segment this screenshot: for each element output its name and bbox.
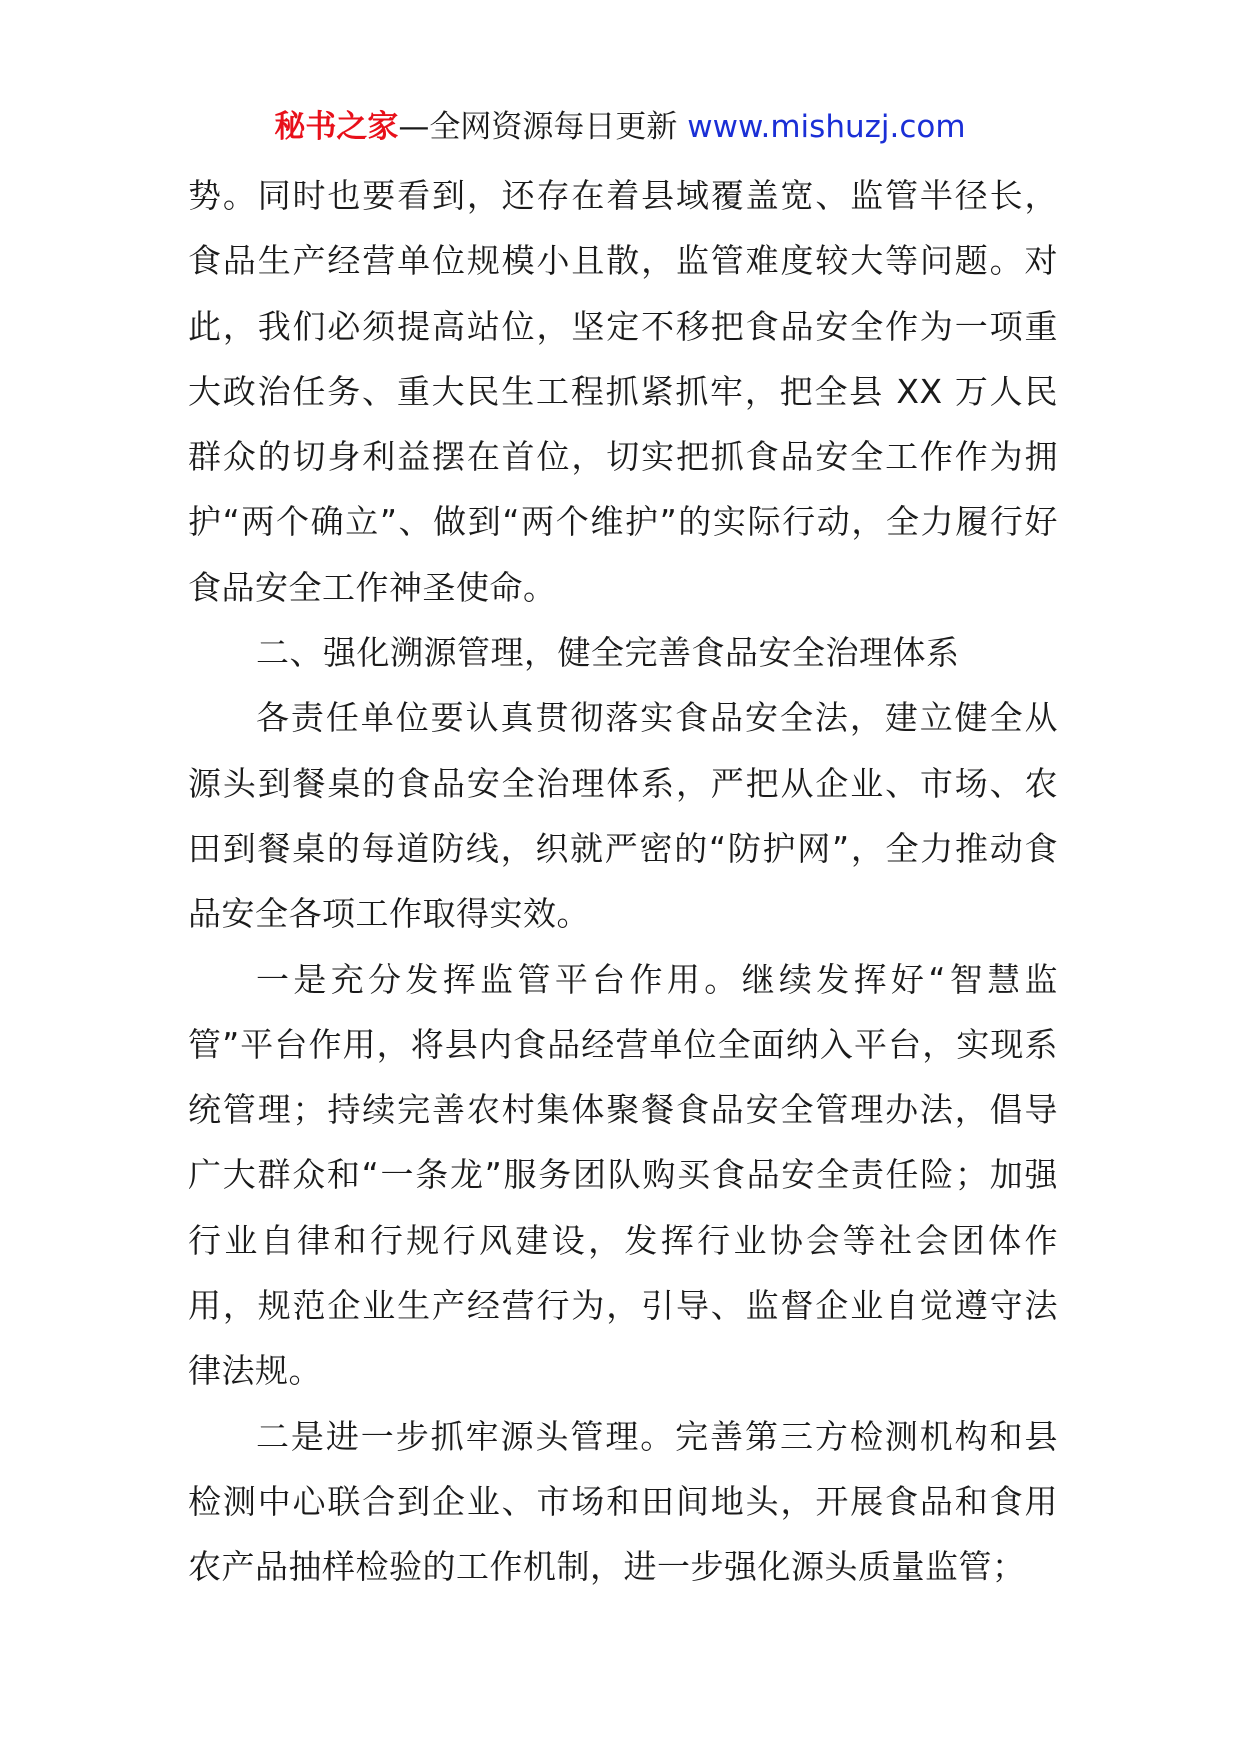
paragraph-continuation: 势。同时也要看到，还存在着县域覆盖宽、监管半径长，食品生产经营单位规模小且散，监管难度较大等问题。对此，我们必须提高站位，坚定不移把食品安全作为一项重大政治任务、重大民生工程抓紧抓牢，把全县 XX 万人民群众的切身利益摆在首位，切实把抓食品安全工作作为拥护“两个确立”、做到“两个维护”的实际行动，全力履行好食品安全工作神圣使命。 bbox=[188, 176, 1058, 607]
banner-tagline: —全网资源每日更新 bbox=[398, 109, 678, 145]
paragraph: 二是进一步抓牢源头管理。完善第三方检测机构和县检测中心联合到企业、市场和田间地头，开展食品和食用农产品抽样检验的工作机制，进一步强化源头质量监管； bbox=[188, 1416, 1058, 1587]
site-url-link[interactable]: www.mishuzj.com bbox=[687, 109, 966, 145]
brand-name: 秘书之家 bbox=[274, 109, 399, 145]
document-body bbox=[188, 163, 1058, 1600]
paragraph: 各责任单位要认真贯彻落实食品安全法，建立健全从源头到餐桌的食品安全治理体系，严把从企业、市场、农田到餐桌的每道防线，织就严密的“防护网”，全力推动食品安全各项工作取得实效。 bbox=[188, 698, 1058, 934]
paragraph: 一是充分发挥监管平台作用。继续发挥好“智慧监管”平台作用，将县内食品经营单位全面纳入平台，实现系统管理；持续完善农村集体聚餐食品安全管理办法，倡导广大群众和“一条龙”服务团队购买食品安全责任险；加强行业自律和行规行风建设，发挥行业协会等社会团体作用，规范企业生产经营行为，引导、监督企业自觉遵守法律法规。 bbox=[188, 959, 1058, 1391]
section-heading: 二、强化溯源管理，健全完善食品安全治理体系 bbox=[256, 633, 960, 673]
site-banner bbox=[0, 102, 1240, 152]
